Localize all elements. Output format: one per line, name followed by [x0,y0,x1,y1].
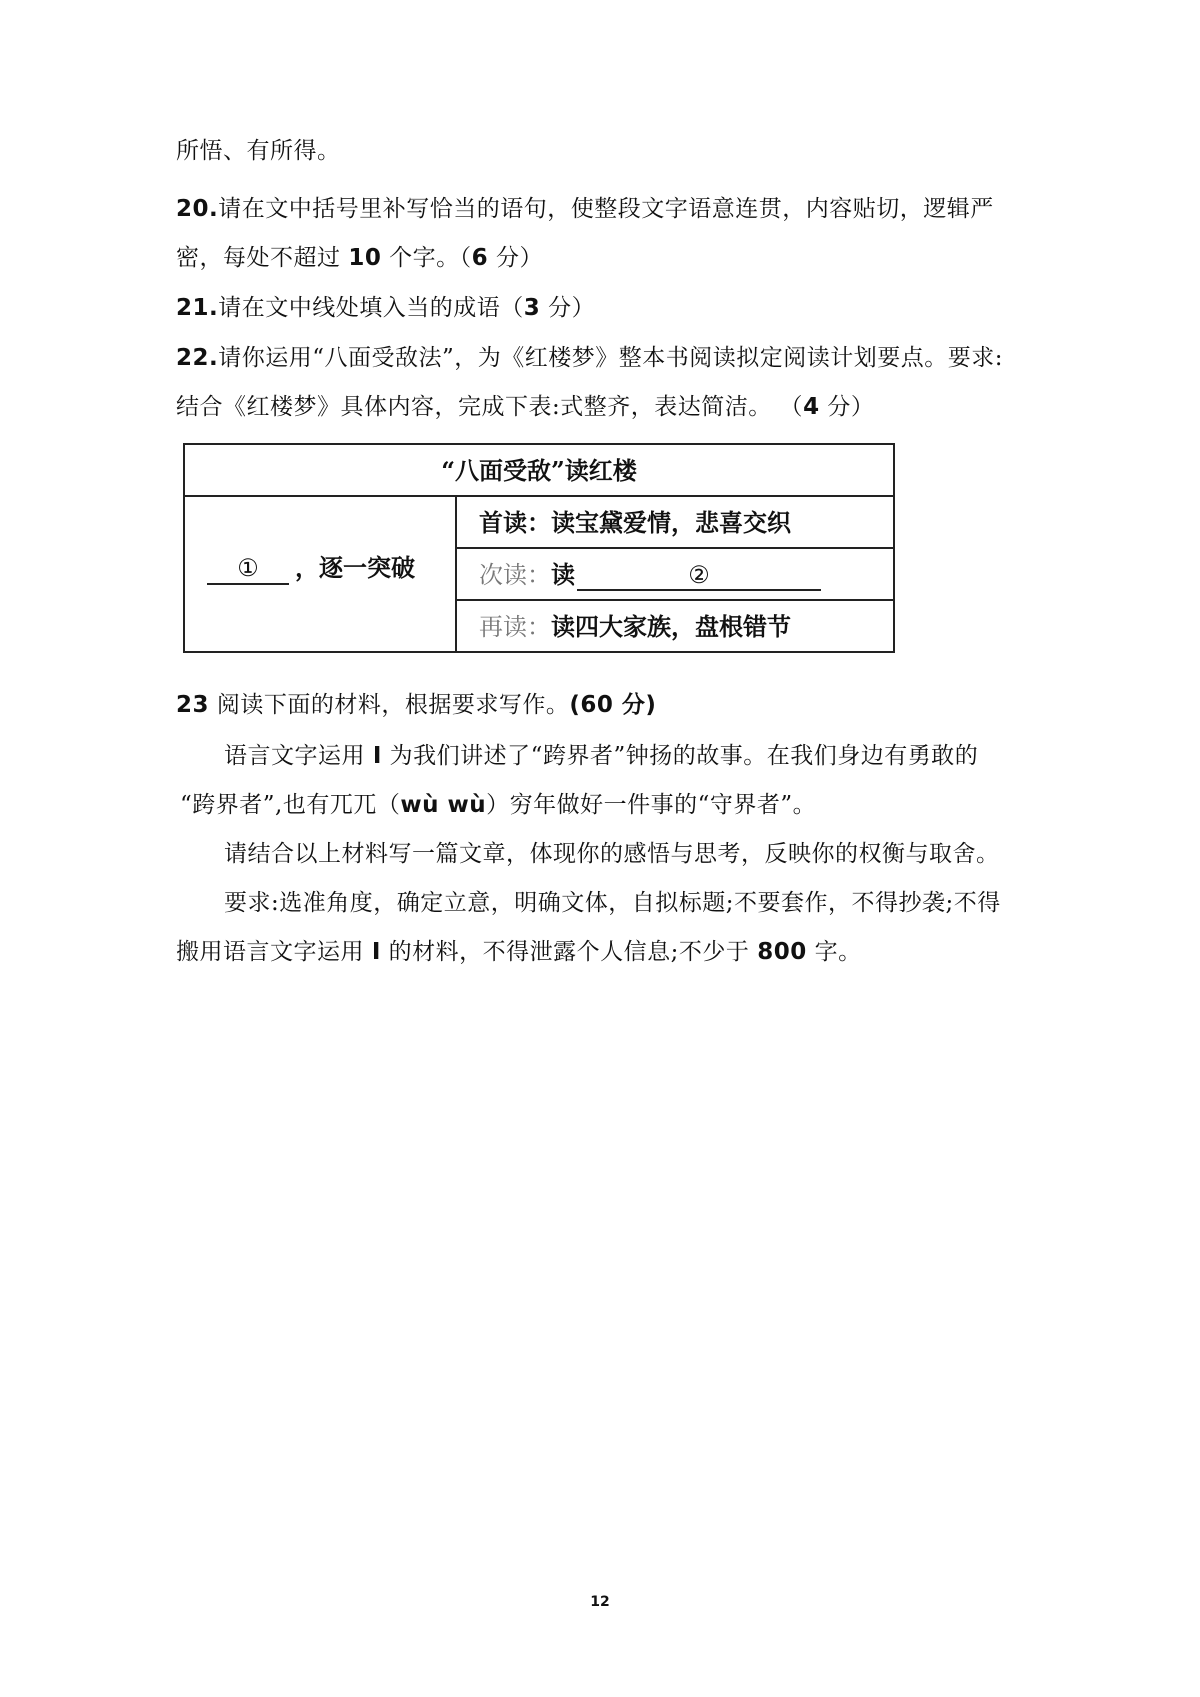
p3-text-b1: 搬用语言文字运用 [176,939,372,965]
table-left-text: ，逐一突破 [295,553,415,582]
row3-text: 读四大家族，盘根错节 [551,612,791,641]
p1-text-a: 语言文字运用 [224,743,373,769]
q21-text-b: 分） [540,295,596,321]
q20-number: 20. [176,196,219,222]
requirements-line-2 [176,937,862,967]
p1-text-c: “跨界者”,也有兀兀（ [180,792,401,818]
p2-text: 请结合以上材料写一篇文章，体现你的感悟与思考，反映你的权衡与取舍。 [224,841,1000,867]
question-23 [176,690,656,720]
q22-number: 22. [176,345,219,371]
row2-text: 读 [551,560,575,589]
p1-roman: I [372,743,382,769]
requirements-line-1 [224,888,1001,918]
question-21 [176,293,595,323]
p3-text-a: 要求:选准角度，确定立意，明确文体，自拟标题;不要套作，不得抄袭;不得 [224,890,1001,916]
q22-text-c: 分） [819,394,875,420]
q20-text-b3: 分） [488,245,543,271]
q21-number: 21. [176,295,219,321]
p3-text-b3: 字。 [806,939,862,965]
q23-number: 23 [176,692,210,718]
text-line-1 [176,136,341,166]
text-l1: 所悟、有所得。 [176,138,341,164]
q20-score: 6 [471,245,489,271]
question-22-line-2 [176,392,874,422]
q21-text-a: 请在文中线处填入当的成语（ [218,295,524,321]
table-title: “八面受敌”读红楼 [185,445,893,497]
p1-text-d: ）穷年做好一件事的“守界者”。 [486,792,817,818]
p3-text-b2: 的材料，不得泄露个人信息;不少于 [380,939,758,965]
blank-2: ② [577,561,821,591]
question-20-line-1 [176,194,994,224]
reading-plan-table [183,443,895,653]
q20-text-b2: 个字。（ [381,245,472,271]
q21-score: 3 [523,295,541,321]
row2-label: 次读： [479,561,551,589]
question-20-line-2 [176,243,543,273]
table-left-cell [185,497,457,653]
material-line-2 [180,790,816,820]
table-row-third-read [457,601,895,653]
instruction-line [224,839,1000,869]
blank-1: ① [207,553,289,585]
q22-text-b: 结合《红楼梦》具体内容，完成下表:式整齐，表达简洁。 （ [176,394,804,420]
p1-pinyin: wù wù [400,792,487,818]
question-22-line-1 [176,343,1003,373]
material-line-1 [224,741,978,771]
q20-char-limit: 10 [348,245,382,271]
q22-score: 4 [803,394,820,420]
q20-text-b1: 密，每处不超过 [176,245,349,271]
q22-text-a: 请你运用“八面受敌法”，为《红楼梦》整本书阅读拟定阅读计划要点。要求: [218,345,1004,371]
table-row-first-read: 首读：读宝黛爱情，悲喜交织 [457,497,895,549]
p3-roman: I [371,939,381,965]
q23-text-a: 阅读下面的材料，根据要求写作。 [209,692,570,718]
page-number: 12 [590,1594,610,1610]
q20-text-a: 请在文中括号里补写恰当的语句，使整段文字语意连贯，内容贴切，逻辑严 [218,196,994,222]
row3-label: 再读： [479,613,551,641]
table-row-second-read [457,549,895,601]
q23-score: (60 分) [569,692,657,718]
p1-text-b: 为我们讲述了“跨界者”钟扬的故事。在我们身边有勇敢的 [381,743,979,769]
p3-word-count: 800 [757,939,807,965]
